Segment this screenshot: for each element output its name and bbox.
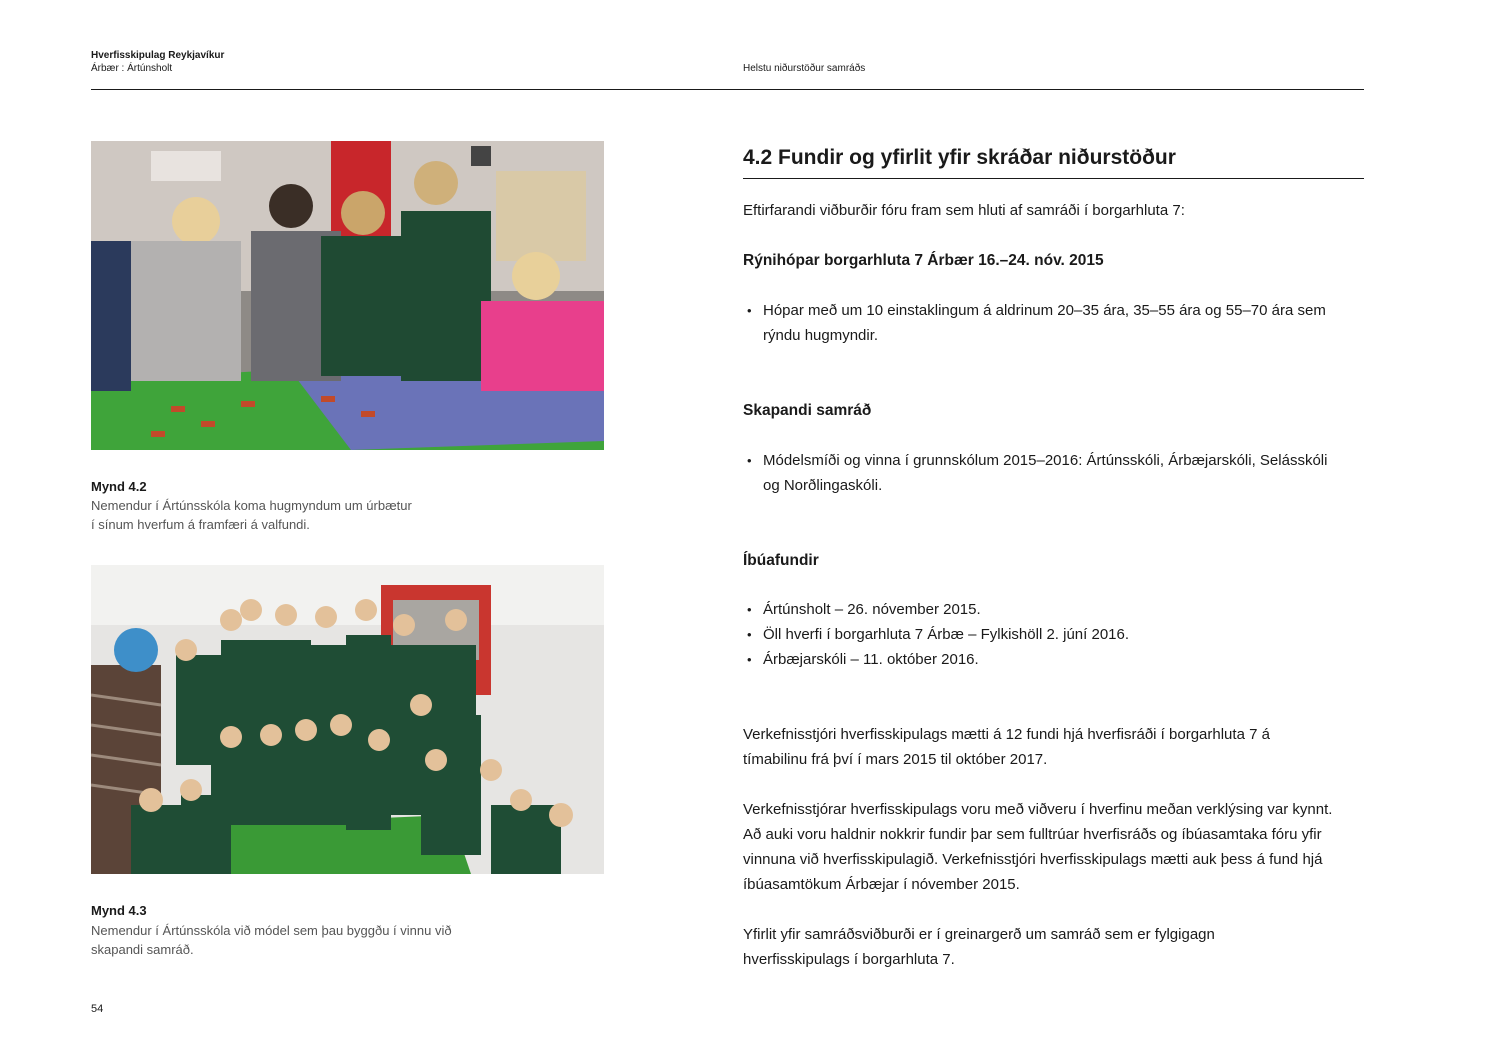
chapter-title: Helstu niðurstöður samráðs — [743, 63, 866, 74]
focus-groups-list — [743, 298, 1353, 348]
photo-group-of-students — [91, 565, 604, 874]
header-divider — [91, 89, 1364, 90]
paragraph: Verkefnisstjóri hverfisskipulags mætti á 12 fundi hjá hverfisráði í borgarhluta 7 á tímabilinu frá því í mars 2015 til október 2017. — [743, 726, 1270, 768]
group-heading-focus-groups: Rýnihópar borgarhluta 7 Árbær 16.–24. nóv. 2015 — [743, 252, 1104, 269]
section-intro: Eftirfarandi viðburðir fóru fram sem hluti af samráði í borgarhluta 7: — [743, 202, 1185, 219]
caption-line: Nemendur í Ártúnsskóla koma hugmyndum um úrbætur — [91, 498, 412, 513]
group-heading-residents-meetings: Íbúafundir — [743, 552, 819, 569]
group-heading-creative: Skapandi samráð — [743, 402, 872, 419]
paragraph: Verkefnisstjórar hverfisskipulags voru með viðveru í hverfinu meðan verklýsing var kynnt. Að auki voru haldnir nokkrir fundir þar sem fulltrúar hverfisráðs og íbúasamtaka fóru yfir vinnuna við hverfisskipulagið. Verkefnisstjóri hverfisskipulags mætti auk þess á fund hjá íbúasamtökum Árbæjar í nóvember 2015. — [743, 801, 1333, 893]
figure-label: Mynd 4.2 — [91, 479, 147, 494]
list-item: • Árbæjarskóli – 11. október 2016. — [743, 647, 1353, 672]
section-title-divider — [743, 178, 1364, 179]
caption-line: skapandi samráð. — [91, 942, 194, 957]
creative-list — [743, 448, 1343, 498]
paragraph: Yfirlit yfir samráðsviðburði er í greinargerð um samráð sem er fylgigagn hverfisskipulags í borgarhluta 7. — [743, 926, 1215, 968]
list-item: • Ártúnsholt – 26. nóvember 2015. — [743, 597, 1353, 622]
list-item: • Hópar með um 10 einstaklingum á aldrinum 20–35 ára, 35–55 ára og 55–70 ára sem rýndu hugmyndir. — [743, 298, 1353, 348]
list-item: • Öll hverfi í borgarhluta 7 Árbæ – Fylkishöll 2. júní 2016. — [743, 622, 1353, 647]
publication-subtitle: Árbær : Ártúnsholt — [91, 63, 173, 74]
figure-caption — [91, 496, 471, 534]
page-number: 54 — [91, 1003, 104, 1015]
photo-children-at-model — [91, 141, 604, 450]
section-title: 4.2 Fundir og yfirlit yfir skráðar niðurstöður — [743, 146, 1176, 169]
figure-caption — [91, 921, 511, 959]
publication-title: Hverfisskipulag Reykjavíkur — [91, 50, 225, 61]
caption-line: í sínum hverfum á framfæri á valfundi. — [91, 517, 310, 532]
list-item: • Módelsmíði og vinna í grunnskólum 2015–2016: Ártúnsskóli, Árbæjarskóli, Selásskóli og Norðlingaskóli. — [743, 448, 1343, 498]
figure-label: Mynd 4.3 — [91, 903, 147, 918]
caption-line: Nemendur í Ártúnsskóla við módel sem þau byggðu í vinnu við — [91, 923, 452, 938]
residents-meetings-list — [743, 597, 1353, 672]
